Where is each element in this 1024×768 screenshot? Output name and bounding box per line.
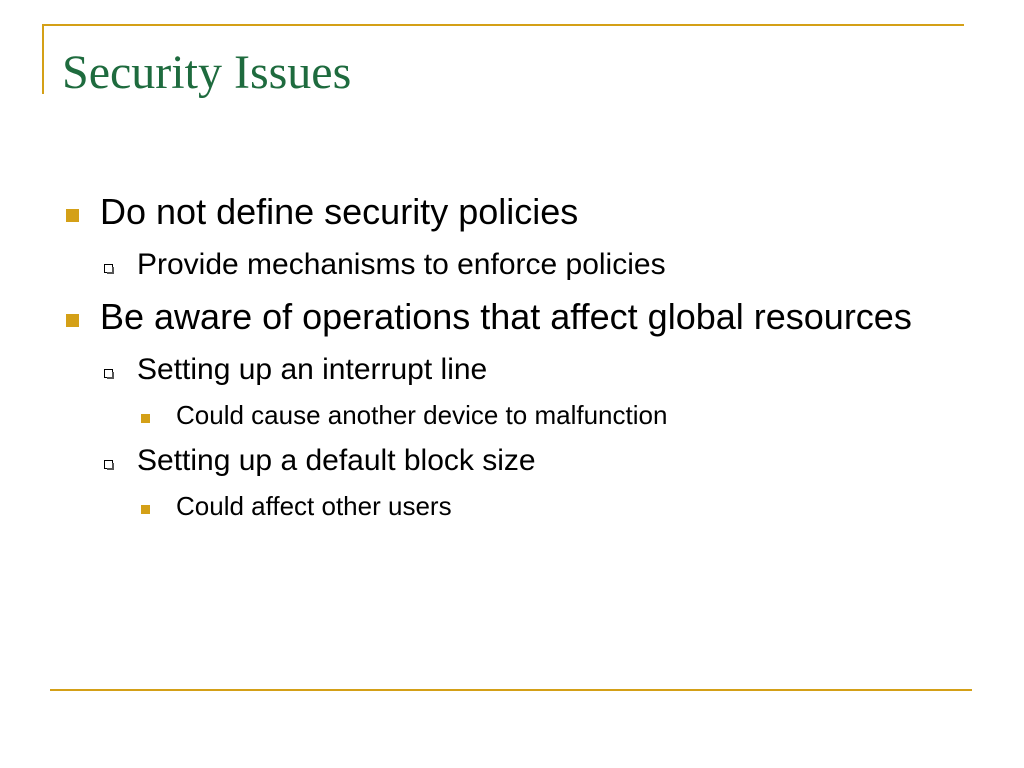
slide-body — [62, 190, 942, 534]
bullet-text: Setting up an interrupt line — [137, 353, 488, 386]
small-filled-square-bullet-icon — [141, 505, 150, 514]
small-filled-square-bullet-icon — [141, 414, 150, 423]
hollow-square-bullet-icon — [104, 460, 113, 469]
filled-square-bullet-icon — [66, 314, 79, 327]
slide-title: Security Issues — [62, 46, 352, 99]
bullet-text: Do not define security policies — [100, 191, 579, 232]
bullet-level1 — [62, 295, 942, 339]
filled-square-bullet-icon — [66, 209, 79, 222]
bullet-level3 — [62, 400, 942, 431]
bullet-text: Be aware of operations that affect global resources — [100, 296, 912, 337]
bottom-accent-rule — [50, 689, 972, 691]
top-accent-rule — [42, 24, 964, 26]
bullet-level3 — [62, 491, 942, 522]
left-accent-rule — [42, 24, 44, 94]
bullet-text: Provide mechanisms to enforce policies — [137, 248, 666, 281]
bullet-text: Could affect other users — [176, 491, 452, 521]
hollow-square-bullet-icon — [104, 369, 113, 378]
bullet-level1 — [62, 190, 942, 234]
bullet-level2 — [62, 443, 942, 479]
bullet-text: Could cause another device to malfunction — [176, 400, 668, 430]
hollow-square-bullet-icon — [104, 264, 113, 273]
bullet-text: Setting up a default block size — [137, 444, 536, 477]
bullet-level2 — [62, 247, 942, 283]
bullet-level2 — [62, 352, 942, 388]
